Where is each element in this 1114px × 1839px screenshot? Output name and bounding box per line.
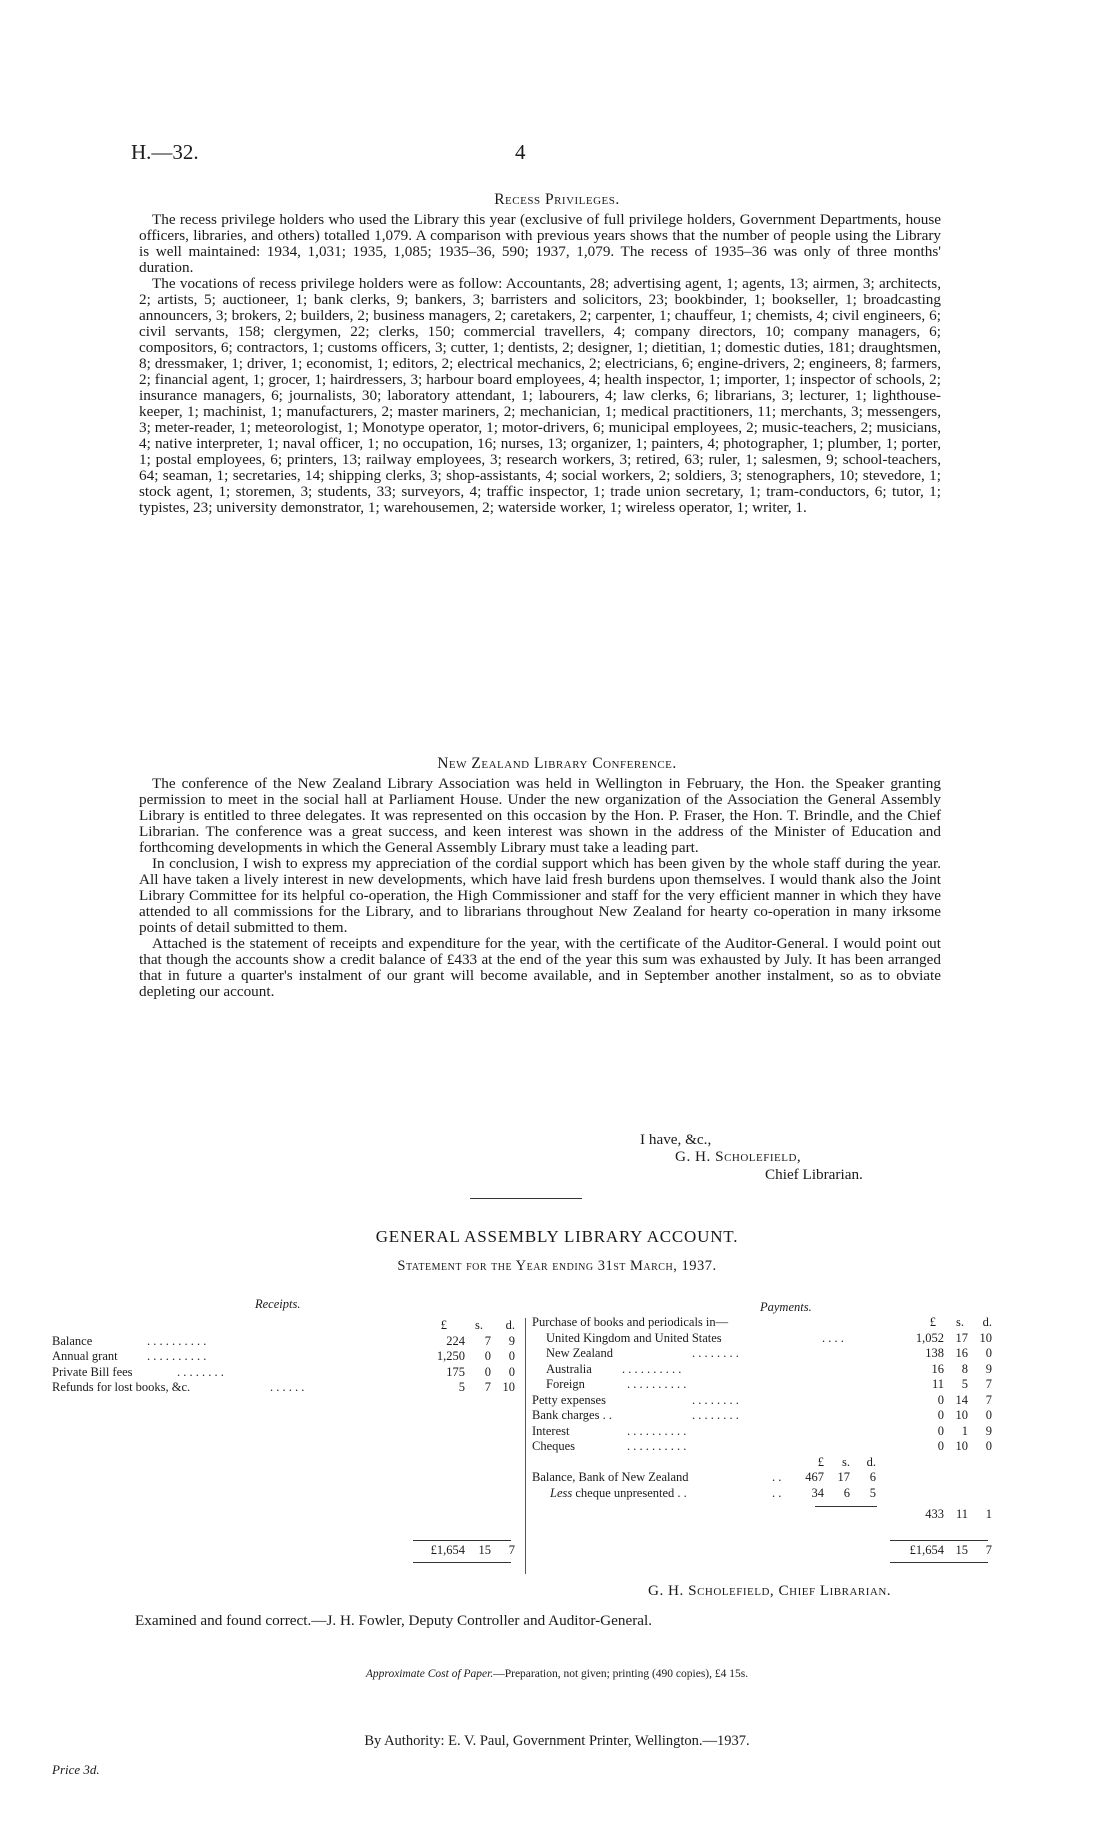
librarian-certification: G. H. Scholefield, Chief Librarian.: [648, 1582, 892, 1599]
payment-row: [532, 1408, 994, 1424]
leader-dots: . . . . . . . .: [177, 1364, 224, 1379]
receipts-total: [413, 1543, 517, 1559]
receipt-pence: 9: [508, 1333, 515, 1348]
leader-dots: . . . . . . . .: [692, 1408, 739, 1422]
section-divider: [470, 1198, 582, 1199]
recess-paragraph-1: The recess privilege holders who used the Library this year (exclusive of full privilege holders, Government Departments, house officers, libraries, and others) totalled 1,079. A comparison with previous years shows that the number of people using the Library is well maintained: 1934, 1,031; 1935, 1,085; 1935–36, 590; 1937, 1,079. The recess of 1935–36 was only of three months' duration.: [139, 211, 941, 276]
pence-column-head: d.: [505, 1318, 515, 1332]
payment-row: [532, 1377, 994, 1393]
payment-pence: 0: [985, 1439, 992, 1453]
receipts-column-heads: [52, 1318, 517, 1334]
pounds-column-head: £: [817, 1454, 824, 1469]
payment-pence: 9: [985, 1423, 992, 1438]
receipt-row: [52, 1349, 517, 1365]
signoff-greeting: I have, &c.,: [640, 1131, 712, 1148]
receipt-label: Balance: [52, 1333, 93, 1348]
net-balance-pence: 1: [985, 1507, 992, 1521]
cost-note-label: Approximate Cost of Paper.: [365, 1668, 494, 1680]
bank-balance-pounds: 467: [805, 1470, 824, 1484]
shillings-column-head: s.: [956, 1315, 964, 1329]
receipt-pence: 0: [508, 1364, 515, 1379]
payment-pounds: 0: [937, 1392, 944, 1407]
auditor-certification: Examined and found correct.—J. H. Fowler, Deputy Controller and Auditor-General.: [135, 1612, 653, 1629]
leader-dots: . . . . . .: [270, 1380, 305, 1394]
receipt-pounds: 5: [458, 1380, 465, 1394]
payment-shillings: 17: [955, 1330, 968, 1345]
receipts-total-pounds: £1,654: [430, 1543, 465, 1557]
receipt-pounds: 224: [446, 1333, 465, 1348]
payment-pounds: 16: [931, 1361, 944, 1376]
pounds-column-head: £: [440, 1318, 447, 1332]
receipt-pence: 10: [502, 1380, 515, 1394]
signoff-name: G. H. Scholefield,: [675, 1148, 802, 1165]
payment-label: Australia: [546, 1361, 592, 1376]
payment-pounds: 11: [931, 1377, 944, 1391]
shillings-column-head: s.: [475, 1318, 483, 1332]
price: Price 3d.: [52, 1762, 100, 1777]
bank-balance-label: Balance, Bank of New Zealand: [532, 1470, 689, 1484]
receipts-heading: Receipts.: [255, 1297, 301, 1311]
payment-shillings: 1: [961, 1423, 968, 1438]
payment-label: Foreign: [546, 1377, 585, 1391]
payment-label: New Zealand: [546, 1346, 613, 1360]
unpresented-pence: 5: [869, 1485, 876, 1500]
payment-shillings: 16: [955, 1346, 968, 1360]
document-reference: H.—32.: [131, 140, 199, 164]
payment-pounds: 0: [937, 1408, 944, 1422]
unpresented-label: [532, 1486, 687, 1500]
account-column-divider: [525, 1318, 526, 1574]
net-balance-pounds: 433: [925, 1507, 944, 1521]
bank-balance-row: [532, 1470, 994, 1486]
receipt-pounds: 175: [446, 1364, 465, 1379]
receipt-shillings: 7: [484, 1333, 491, 1348]
leader-dots: . . . . . . . . . .: [627, 1377, 687, 1391]
payment-pounds: 138: [925, 1346, 944, 1360]
payment-shillings: 10: [955, 1439, 968, 1453]
conference-paragraph: The conference of the New Zealand Library Association was held in Wellington in February, the Hon. the Speaker granting permission to meet in the social hall at Parliament House. Under the new organization of the Association the General Assembly Library is entitled to three delegates. It was represented on this occasion by the Hon. P. Fraser, the Hon. T. Brindle, and the Chief Librarian. The conference was a great success, and keen interest was shown in the address of the Minister of Education and forthcoming developments in which the General Assembly Library must take a leading part.: [139, 775, 941, 856]
cost-note-text: —Preparation, not given; printing (490 copies), £4 15s.: [493, 1668, 749, 1680]
bank-balance-shillings: 17: [837, 1470, 850, 1484]
receipt-pence: 0: [508, 1349, 515, 1363]
payment-label: Interest: [532, 1423, 570, 1438]
net-balance-shillings: 11: [955, 1507, 968, 1521]
receipt-shillings: 0: [484, 1349, 491, 1363]
payment-label: Petty expenses: [532, 1392, 606, 1407]
payments-total: [886, 1543, 994, 1559]
receipt-row: [52, 1334, 517, 1350]
leader-dots: . . . . . . . . . .: [627, 1423, 687, 1438]
recess-privileges-section: [139, 212, 941, 516]
receipts-total-rule-top: [413, 1540, 511, 1541]
receipt-shillings: 7: [484, 1380, 491, 1394]
receipts-table: [52, 1318, 517, 1396]
payment-pence: 0: [985, 1408, 992, 1422]
payments-total-rule-bottom: [890, 1562, 988, 1563]
payment-pence: 10: [979, 1330, 992, 1345]
balance-subtotal-rule: [815, 1506, 877, 1507]
payment-row: [532, 1424, 994, 1440]
payments-total-shillings: 15: [955, 1543, 968, 1557]
payment-pounds: 0: [937, 1439, 944, 1453]
receipt-row: [52, 1365, 517, 1381]
payment-label: Cheques: [532, 1439, 576, 1453]
receipts-total-rule-bottom: [413, 1562, 511, 1563]
receipts-total-pence: 7: [508, 1543, 515, 1557]
receipts-total-shillings: 15: [478, 1543, 491, 1557]
payments-total-pence: 7: [985, 1543, 992, 1557]
payment-pounds: 0: [937, 1423, 944, 1438]
payment-pounds: 1,052: [915, 1330, 944, 1345]
conference-heading: New Zealand Library Conference.: [437, 755, 677, 772]
signoff-title: Chief Librarian.: [765, 1166, 863, 1183]
payment-pence: 7: [985, 1377, 992, 1391]
receipt-shillings: 0: [484, 1364, 491, 1379]
pence-column-head: d.: [982, 1315, 992, 1329]
payments-table: [532, 1315, 994, 1523]
account-title: GENERAL ASSEMBLY LIBRARY ACCOUNT.: [375, 1227, 739, 1246]
pounds-column-head: £: [929, 1315, 936, 1329]
approximate-cost-note: [0, 1668, 1114, 1680]
pence-column-head: d.: [866, 1454, 876, 1469]
payment-row: [532, 1393, 994, 1409]
leader-dots: . . . . . . . . . .: [627, 1439, 687, 1453]
payment-label: Bank charges . .: [532, 1408, 612, 1422]
payments-intro: Purchase of books and periodicals in—: [532, 1315, 729, 1329]
bank-balance-pence: 6: [869, 1470, 876, 1484]
leader-dots: . .: [772, 1485, 782, 1500]
recess-privileges-heading: Recess Privileges.: [494, 191, 620, 208]
recess-vocations-paragraph: The vocations of recess privilege holders were as follow: Accountants, 28; advertising agent, 1; agents, 13; airmen, 3; architects, 2; artists, 5; auctioneer, 1; bank clerks, 9; bankers, 3; barristers and solicitors, 23; bookbinder, 1; bookseller, 1; broadcasting announcers, 3; brokers, 2; builders, 2; business managers, 2; caretakers, 2; carpenter, 1; chauffeur, 1; chemists, 4; civil engineers, 6; civil servants, 158; clergymen, 22; clerks, 150; commercial travellers, 4; company directors, 10; company managers, 6; compositors, 6; contractors, 1; customs officers, 3; cutter, 1; dentists, 2; designer, 1; dietitian, 1; domestic duties, 181; draughtsmen, 8; dressmaker, 1; driver, 1; economist, 1; editors, 2; electrical mechanics, 2; electricians, 6; engine-drivers, 2; engineers, 8; farmers, 2; financial agent, 1; grocer, 1; hairdressers, 3; harbour board employees, 4; health inspector, 1; importer, 1; inspector of schools, 2; insurance managers, 6; journalists, 30; laboratory attendant, 1; labourers, 4; law clerks, 6; librarians, 3; lecturer, 1; lighthouse-keeper, 1; machinist, 1; manufacturers, 2; master mariners, 2; mechanician, 1; medical practitioners, 11; merchants, 3; messengers, 3; meter-reader, 1; meteorologist, 1; Monotype operator, 1; motor-drivers, 6; municipal employees, 2; music-teachers, 2; musicians, 4; native interpreter, 1; naval officer, 1; no occupation, 16; nurses, 13; organizer, 1; painters, 4; photographer, 1; plumber, 1; porter, 1; postal employees, 6; printers, 13; railway employees, 3; research workers, 3; retired, 63; ruler, 1; salesmen, 9; school-teachers, 64; seaman, 1; secretaries, 14; shipping clerks, 3; shop-assistants, 4; social workers, 2; soldiers, 3; stenographers, 10; stevedore, 1; stock agent, 1; storemen, 3; students, 33; surveyors, 4; traffic inspector, 1; trade union secretary, 1; tram-conductors, 6; tutor, 1; typistes, 23; university demonstrator, 1; warehousemen, 2; waterside worker, 1; wireless operator, 1; writer, 1.: [139, 275, 941, 516]
payments-intro-row: [532, 1315, 994, 1331]
account-subtitle: Statement for the Year ending 31st March, 1937.: [397, 1258, 717, 1274]
payment-row: [532, 1346, 994, 1362]
less-label: Less: [550, 1485, 573, 1500]
payments-heading: Payments.: [760, 1300, 812, 1314]
payment-pence: 9: [985, 1361, 992, 1376]
unpresented-shillings: 6: [843, 1485, 850, 1500]
payment-shillings: 5: [961, 1377, 968, 1391]
payment-shillings: 10: [955, 1408, 968, 1422]
payment-pence: 7: [985, 1392, 992, 1407]
leader-dots: . . . .: [822, 1330, 844, 1345]
statement-paragraph: Attached is the statement of receipts and expenditure for the year, with the certificate of the Auditor-General. I would point out that though the accounts show a credit balance of £433 at the end of the year this sum was exhausted by July. It has been arranged that in future a quarter's instalment of our grant will become available, and in September another instalment, so as to obviate depleting our account.: [139, 935, 941, 1000]
receipt-row: [52, 1380, 517, 1396]
unpresented-cheque-row: [532, 1486, 994, 1502]
receipt-pounds: 1,250: [436, 1349, 465, 1363]
payment-row: [532, 1331, 994, 1347]
receipt-label: Private Bill fees: [52, 1364, 133, 1379]
shillings-column-head: s.: [842, 1454, 850, 1469]
payment-label: United Kingdom and United States: [546, 1330, 722, 1345]
leader-dots: . . . . . . . .: [692, 1392, 739, 1407]
payments-total-pounds: £1,654: [909, 1543, 944, 1557]
leader-dots: . . . . . . . . . .: [622, 1361, 682, 1376]
conference-section: [139, 776, 941, 1000]
payment-row: [532, 1362, 994, 1378]
balance-column-heads: [532, 1455, 994, 1471]
payments-total-rule-top: [890, 1540, 988, 1541]
payment-pence: 0: [985, 1346, 992, 1360]
payment-shillings: 14: [955, 1392, 968, 1407]
conclusion-paragraph: In conclusion, I wish to express my appreciation of the cordial support which has been given by the whole staff during the year. All have taken a lively interest in new developments, which have laid fresh burdens upon themselves. I would thank also the Joint Library Committee for its helpful co-operation, the High Commissioner and staff for the very efficient manner in which they have attended to all commissions for the Library, and to librarians throughout New Zealand for hearty co-operation in many irksome points of detail submitted to them.: [139, 855, 941, 936]
unpresented-text: cheque unpresented . .: [572, 1485, 687, 1500]
payment-row: [532, 1439, 994, 1455]
page-number: 4: [515, 140, 526, 164]
leader-dots: . . . . . . . .: [692, 1346, 739, 1360]
receipt-label: Refunds for lost books, &c.: [52, 1380, 191, 1394]
leader-dots: . . . . . . . . . .: [147, 1349, 207, 1363]
printer-authority: By Authority: E. V. Paul, Government Printer, Wellington.—1937.: [364, 1733, 750, 1749]
payment-shillings: 8: [961, 1361, 968, 1376]
unpresented-pounds: 34: [811, 1485, 824, 1500]
leader-dots: . .: [772, 1470, 782, 1484]
receipt-label: Annual grant: [52, 1349, 118, 1363]
net-balance-row: [532, 1507, 994, 1523]
leader-dots: . . . . . . . . . .: [147, 1333, 207, 1348]
